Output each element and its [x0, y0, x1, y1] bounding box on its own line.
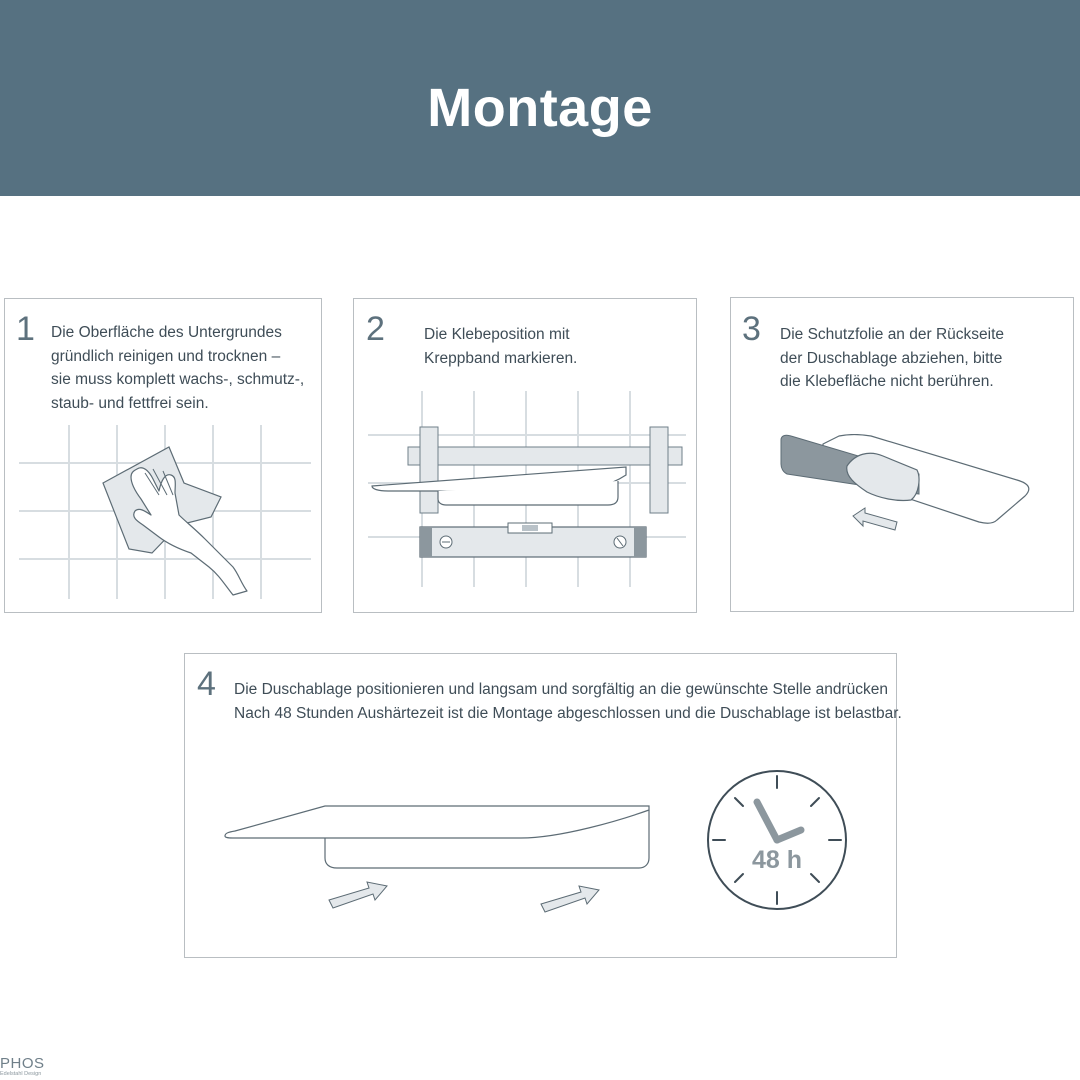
step-1-panel [4, 298, 322, 613]
step-3-number: 3 [742, 310, 761, 348]
clock-label: 48 h [751, 846, 803, 874]
step-3-panel [730, 297, 1074, 612]
step-2-text [424, 323, 577, 370]
step-3-line: der Duschablage abziehen, bitte [780, 349, 1003, 367]
step-3-line: die Klebefläche nicht berühren. [780, 373, 994, 390]
step-1-number: 1 [16, 310, 35, 348]
step-3-text [780, 323, 1004, 394]
step-3-line: Die Schutzfolie an der Rückseite [780, 326, 1005, 343]
step-2-line: Die Klebeposition mit [424, 326, 570, 343]
press-shelf-icon [221, 800, 657, 916]
step-1-line: staub- und fettfrei sein. [51, 394, 209, 412]
step-1-text [51, 321, 304, 415]
step-4-line: Die Duschablage positionieren und langsam und sorgfältig an die gewünschte Stelle andrücken [234, 681, 889, 698]
step-1-line: Die Oberfläche des Untergrundes [51, 324, 282, 341]
step-4-text [234, 678, 902, 725]
step-4-number: 4 [197, 665, 216, 703]
step-1-line: gründlich reinigen und trocknen – [51, 347, 281, 365]
header-banner [0, 0, 1080, 196]
brand-logo [0, 1056, 60, 1080]
step-4-line: Nach 48 Stunden Aushärtezeit ist die Montage abgeschlossen und die Duschablage ist belastbar. [234, 704, 902, 722]
peel-film-icon [779, 434, 1033, 538]
step-2-number: 2 [366, 310, 385, 348]
masking-tape-level-icon [368, 391, 686, 587]
step-2-panel [353, 298, 697, 613]
brand-logo-word: PHOS [0, 1055, 45, 1072]
clock-icon [705, 768, 849, 912]
wiping-hand-icon [19, 425, 311, 599]
step-4-panel [184, 653, 902, 958]
brand-logo-sub: Edelstahl Design [0, 1071, 42, 1077]
step-2-line: Kreppband markieren. [424, 349, 578, 367]
page-title: Montage [427, 78, 653, 138]
step-1-line: sie muss komplett wachs-, schmutz-, [51, 371, 305, 388]
